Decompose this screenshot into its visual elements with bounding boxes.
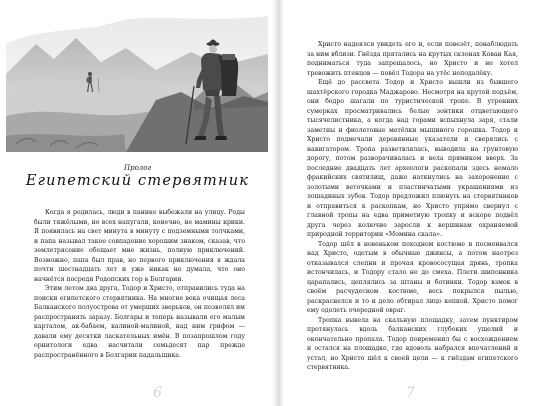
paragraph: Тропка вывела на скальную площадку, затем пунктиром протянулась вдоль балканских глубоких ущелий и окончательно пропала. Тодор повременил бы с восхождением и остался на площадке, где вдоволь набрался впечатлений и устал, но Христо шёл к своей цели — к гнёздам египетского стервятника. <box>307 316 518 371</box>
page-number: 7 <box>406 385 415 401</box>
page-number: 6 <box>153 385 162 401</box>
paragraph: Христо надеялся увидеть его и, если повезёт, понаблюдать за ним вблизи. Гнёзда прятались на крутых склонах Кован Кая, подниматься туда запрещалось, но Христо и не хотел тревожить птенцов — повёл Тодора на утёс неподалёку. <box>307 41 518 77</box>
chapter-title: Египетский стервятник <box>25 173 250 189</box>
paragraph: Когда я родилась, люди в панике выбежали на улицу. Роды были тяжёлыми, но всех напугали, конечно, не мамины крики. Я появилась на свет минута в минуту с подземными толчками, и папа называл такое совпадение хорошим знаком, сказав, что землетрясение обещает мне жизнь, полную приключений. Возможно, папа был прав, но первого приключения я ждала почти шестнадцать лет и уже никак не думала, что оно начнётся посреди Родопских гор в Болгарии. <box>34 209 245 283</box>
paragraph: Ещё до рассвета Тодор и Христо вышли из бывшего шахтёрского городка Маджарово. Несмотря на крутой подъём, они бодро шагали по туристической тропе. В утренних сумерках просматривались белые зонтики отцветающего тысячелистника, а когда над горами вспыхнула заря, стали заметны и фиолетовые метёлки мышиного горошка. Тодор и Христо подмечали деревянные указатели и сверялись с навигатором. Тропа разветвлялась, выводила на грунтовую дорогу, потом разворачивалась и вела прямиком вверх. За последние двадцать лет археологи раскопали здесь немало фракийских святилищ, даже наткнулись на захоронение с золотыми веточками и пластинчатыми украшениями из лошадиных зубов. Тодор предложил плюнуть на стервятников и отправиться к раскопкам, но Христо упрямо свернул с главной тропы на едва приметную тропку и вскоре подвёл друга через колючие заросли к вершинам охраняемой природной территории «Момина скала». <box>307 79 518 238</box>
right-page <box>275 0 550 406</box>
paragraph: Этим летом два друга, Тодор и Христо, отправились туда на поиски египетского стервятника. На многие века очищая леса Балканского полуострова от умерших зверьков, он позволял им распространять заразу. Болгары и теперь называли его малым карталом, ак-бабаем, калиной-малиной, над ним грифом — давали ему десятки ласкательных имён. В позапрошлом году орнитологи едва насчитали семьдесят пар прежде распространённого в Болгарии падальщика. <box>34 285 245 359</box>
paragraph: Тодор шёл в новеньком походном костюме и посмеивался над Христо, одетым в обычные джинсы, а потом наотрез отказывался слепни и прочая кровососущая дрянь, тропка истончилась, и Тодору стало не до смеха. Плети шиповника царапались, цеплялись за штаны и ботинки. Тодор взмок в своём расчудесном костюме, весь покрылся пылью, раскраснелся и то и дело обтирал лицо кепкой. Христо помог ему одолеть очередной овраг. <box>307 240 518 314</box>
right-body-text <box>307 40 518 373</box>
left-body-text <box>34 208 245 360</box>
prologue-label: Пролог <box>123 164 151 172</box>
hikers-mountain-illustration <box>6 4 268 152</box>
